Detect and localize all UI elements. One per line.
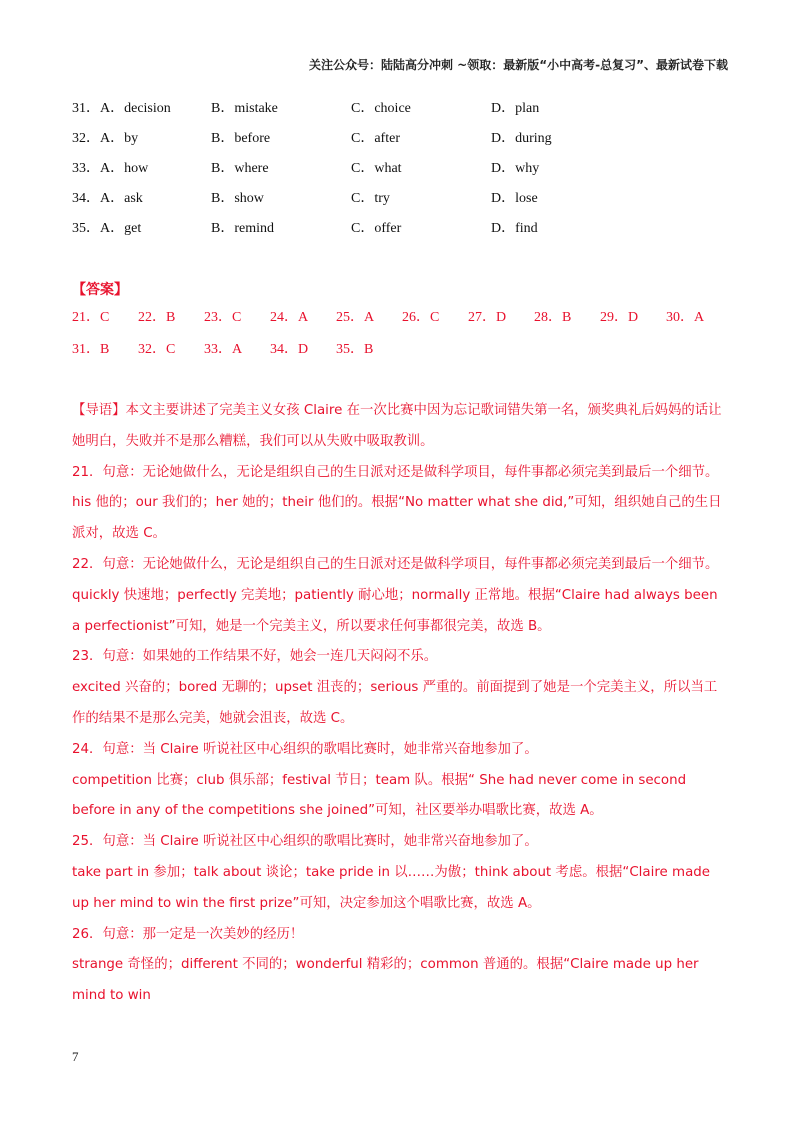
explanation-paragraph: his 他的；our 我们的；her 她的；their 他们的。根据“No matter what she did,”可知，组织她自己的生日派对，故选 C。 (72, 495, 722, 542)
option-d: D．plan (491, 101, 540, 116)
option-c: C．after (351, 131, 400, 146)
explanation-paragraph: 26．句意：那一定是一次美妙的经历！ (72, 926, 304, 942)
option-b: B．remind (211, 221, 274, 236)
answer-item: 21．C (72, 310, 110, 325)
option-d: D．lose (491, 191, 538, 206)
option-b: B．before (211, 131, 271, 146)
explanation-text (72, 396, 730, 1012)
explanation-paragraph: take part in 参加；talk about 谈论；take pride in 以……为傲；think about 考虑。根据“Claire made up her mind to win the first prize”可知，决定参加这个唱歌比赛，故选 A。 (72, 864, 711, 911)
answer-item: 30．A (666, 310, 705, 325)
question-number: 33． (72, 161, 100, 176)
question-number: 31． (72, 101, 100, 116)
option-d: D．why (491, 161, 540, 176)
answer-item: 23．C (204, 310, 242, 325)
answer-item: 25．A (336, 310, 375, 325)
explanation-paragraph: quickly 快速地；perfectly 完美地；patiently 耐心地；normally 正常地。根据“Claire had always been a perfectionist”可知，她是一个完美主义，所以要求任何事都很完美，故选 B。 (72, 587, 718, 634)
explanation-paragraph: 24．句意：当 Claire 听说社区中心组织的歌唱比赛时，她非常兴奋地参加了。 (72, 741, 538, 757)
explanation-paragraph: 21．句意：无论她做什么，无论是组织自己的生日派对还是做科学项目，每件事都必须完美到最后一个细节。 (72, 464, 719, 480)
question-number: 34． (72, 191, 100, 206)
page-number: 7 (72, 1049, 79, 1064)
answer-item: 32．C (138, 342, 176, 357)
answer-item: 28．B (534, 310, 572, 325)
answer-item: 34．D (270, 342, 309, 357)
explanation-paragraph: 25．句意：当 Claire 听说社区中心组织的歌唱比赛时，她非常兴奋地参加了。 (72, 834, 538, 850)
explanation-paragraph: 22．句意：无论她做什么，无论是组织自己的生日派对还是做科学项目，每件事都必须完美到最后一个细节。 (72, 556, 719, 572)
question-number: 35． (72, 221, 100, 236)
option-c: C．try (351, 191, 390, 206)
option-a: A．decision (100, 101, 171, 116)
question-number: 32． (72, 131, 100, 146)
option-d: D．find (491, 221, 538, 236)
answer-item: 35．B (336, 342, 374, 357)
option-b: B．where (211, 161, 269, 176)
option-a: A．by (100, 131, 139, 146)
answer-item: 33．A (204, 342, 243, 357)
guide-paragraph: 【导语】本文主要讲述了完美主义女孩 Claire 在一次比赛中因为忘记歌词错失第一名，颁奖典礼后妈妈的话让她明白，失败并不是那么糟糕，我们可以从失败中吸取教训。 (72, 403, 722, 449)
page-header: 关注公众号：陆陆高分冲刺 ~领取：最新版“小中高考-总复习”、最新试卷下载 (309, 58, 728, 72)
option-c: C．offer (351, 221, 402, 236)
answer-item: 26．C (402, 310, 440, 325)
answer-item: 31．B (72, 342, 110, 357)
answer-item: 27．D (468, 310, 507, 325)
option-d: D．during (491, 131, 552, 146)
option-b: B．mistake (211, 101, 278, 116)
option-c: C．choice (351, 101, 411, 116)
option-b: B．show (211, 191, 264, 206)
explanation-paragraph: 23．句意：如果她的工作结果不好，她会一连几天闷闷不乐。 (72, 649, 438, 665)
option-a: A．get (100, 221, 142, 236)
option-a: A．how (100, 161, 149, 176)
answer-heading: 【答案】 (72, 282, 128, 298)
option-a: A．ask (100, 191, 143, 206)
answer-item: 29．D (600, 310, 639, 325)
explanation-paragraph: excited 兴奋的；bored 无聊的；upset 沮丧的；serious 严重的。前面提到了她是一个完美主义，所以当工作的结果不是那么完美，她就会沮丧，故选 C。 (72, 680, 718, 726)
explanation-paragraph: competition 比赛；club 俱乐部；festival 节日；team 队。根据“ She had never come in second before in any of the competitions she joined”可知，社区要举办唱歌比赛，故选 A。 (72, 772, 687, 819)
explanation-paragraph: strange 奇怪的；different 不同的；wonderful 精彩的；common 普通的。根据“Claire made up her mind to win (72, 957, 699, 1004)
option-c: C．what (351, 161, 402, 176)
answer-item: 24．A (270, 310, 309, 325)
answer-item: 22．B (138, 310, 176, 325)
